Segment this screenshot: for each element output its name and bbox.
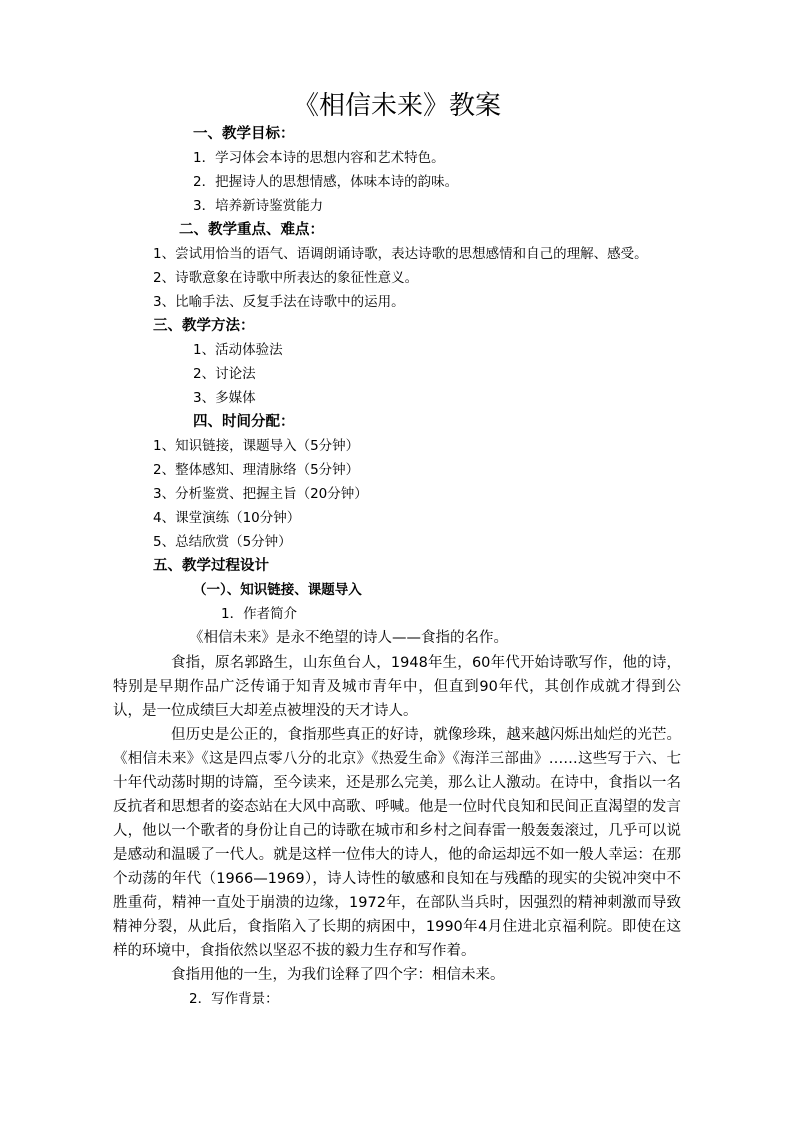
list-item: 3．培养新诗鉴赏能力 [193, 198, 324, 214]
list-item: 2、整体感知、理清脉络（5分钟） [153, 462, 360, 478]
list-item: 2、讨论法 [193, 366, 256, 382]
paragraph-author-bio: 食指，原名郭路生，山东鱼台人，1948年生，60年代开始诗歌写作，他的诗，特别是早期作品广泛传诵于知青及城市青年中，但直到90年代，其创作成就才得到公认，是一位成绩巨大却差点被埋没的天才诗人。 [113, 655, 681, 719]
document-title: 《相信未来》教案 [292, 91, 501, 121]
list-item: 2．写作背景： [189, 991, 279, 1007]
paragraph-history: 但历史是公正的，食指那些真正的好诗，就像珍珠，越来越闪烁出灿烂的光芒。《相信未来》《这是四点零八分的北京》《热爱生命》《海洋三部曲》……这些写于六、七十年代动荡时期的诗篇，至今读来，还是那么完美，那么让人激动。在诗中，食指以一名反抗者和思想者的姿态站在大风中高歌、呼喊。他是一位时代良知和民间正直渴望的发言人，他以一个歌者的身份让自己的诗歌在城市和乡村之间春雷一般轰轰滚过，几乎可以说是感动和温暖了一代人。就是这样一位伟大的诗人，他的命运却远不如一般人幸运：在那个动荡的年代（1966—1969），诗人诗性的敏感和良知在与残酷的现实的尖锐冲突中不胜重荷，精神一直处于崩溃的边缘，1972年，在部队当兵时，因强烈的精神刺激而导致精神分裂，从此后，食指陷入了长期的病困中，1990年4月住进北京福利院。即使在这样的环境中，食指依然以坚忍不拔的毅力生存和写作着。 [113, 727, 681, 959]
list-item: 1．学习体会本诗的思想内容和艺术特色。 [193, 150, 445, 166]
list-item: 2．把握诗人的思想情感，体味本诗的韵味。 [193, 174, 459, 190]
section-heading-methods: 三、教学方法： [153, 318, 255, 334]
section-heading-objectives: 一、教学目标： [193, 126, 295, 142]
subsection-heading: （一）、知识链接、课题导入 [193, 582, 362, 598]
list-item: 1、知识链接，课题导入（5分钟） [153, 438, 360, 454]
list-item: 5、总结欣赏（5分钟） [153, 534, 292, 550]
list-item: 4、课堂演练（10分钟） [153, 510, 301, 526]
intro-line: 《相信未来》是永不绝望的诗人——食指的名作。 [189, 630, 508, 646]
section-heading-time-allocation: 四、时间分配： [193, 414, 295, 430]
list-item: 1．作者简介 [221, 606, 298, 622]
list-item: 1、尝试用恰当的语气、语调朗诵诗歌，表达诗歌的思想感情和自己的理解、感受。 [153, 246, 648, 262]
list-item: 2、诗歌意象在诗歌中所表达的象征性意义。 [153, 270, 419, 286]
list-item: 3、比喻手法、反复手法在诗歌中的运用。 [153, 294, 405, 310]
list-item: 3、分析鉴赏、把握主旨（20分钟） [153, 486, 368, 502]
list-item: 1、活动体验法 [193, 342, 283, 358]
list-item: 3、多媒体 [193, 390, 256, 406]
section-heading-key-points: 二、教学重点、难点： [179, 222, 324, 238]
section-heading-process: 五、教学过程设计 [153, 558, 269, 574]
paragraph-conclusion: 食指用他的一生，为我们诠释了四个字：相信未来。 [171, 967, 505, 983]
